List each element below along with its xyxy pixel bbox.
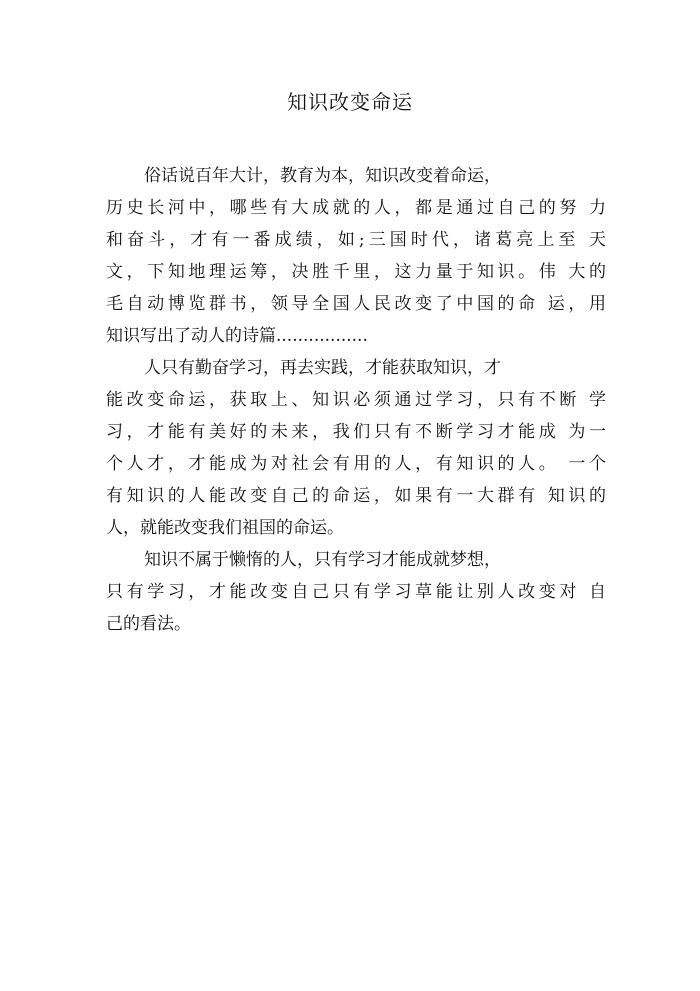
paragraph-line: 习，才能有美好的未来，我们只有不断学习才能成 为一 bbox=[106, 422, 606, 442]
paragraph-2 bbox=[106, 352, 606, 544]
paragraph-line: 人，就能改变我们祖国的命运。 bbox=[106, 518, 344, 538]
paragraph-line: 知识写出了动人的诗篇................. bbox=[106, 326, 368, 346]
document-title: 知识改变命运 bbox=[287, 90, 413, 114]
paragraph-line: 知识不属于懒惰的人，只有学习才能成就梦想， bbox=[144, 550, 501, 570]
paragraph-line: 有知识的人能改变自己的命运，如果有一大群有 知识的 bbox=[106, 486, 606, 506]
paragraph-line: 和奋斗，才有一番成绩，如;三国时代，诸葛亮上至 天 bbox=[106, 230, 606, 250]
paragraph-line: 毛自动博览群书，领导全国人民改变了中国的命 运，用 bbox=[106, 294, 606, 314]
paragraph-line: 人只有勤奋学习，再去实践，才能获取知识，才 bbox=[144, 358, 501, 378]
paragraph-3 bbox=[106, 544, 606, 640]
document-body bbox=[106, 160, 606, 640]
paragraph-line: 个人才，才能成为对社会有用的人，有知识的人。 一个 bbox=[106, 454, 606, 474]
paragraph-1 bbox=[106, 160, 606, 352]
paragraph-line: 只有学习，才能改变自己只有学习草能让别人改变对 自 bbox=[106, 582, 606, 602]
paragraph-line: 文，下知地理运筹，决胜千里，这力量于知识。伟 大的 bbox=[106, 262, 606, 282]
paragraph-line: 俗话说百年大计，教育为本，知识改变着命运， bbox=[144, 166, 501, 186]
paragraph-line: 能改变命运，获取上、知识必须通过学习，只有不断 学 bbox=[106, 390, 606, 410]
paragraph-line: 历史长河中，哪些有大成就的人，都是通过自己的努 力 bbox=[106, 198, 606, 218]
paragraph-line: 己的看法。 bbox=[106, 614, 191, 634]
